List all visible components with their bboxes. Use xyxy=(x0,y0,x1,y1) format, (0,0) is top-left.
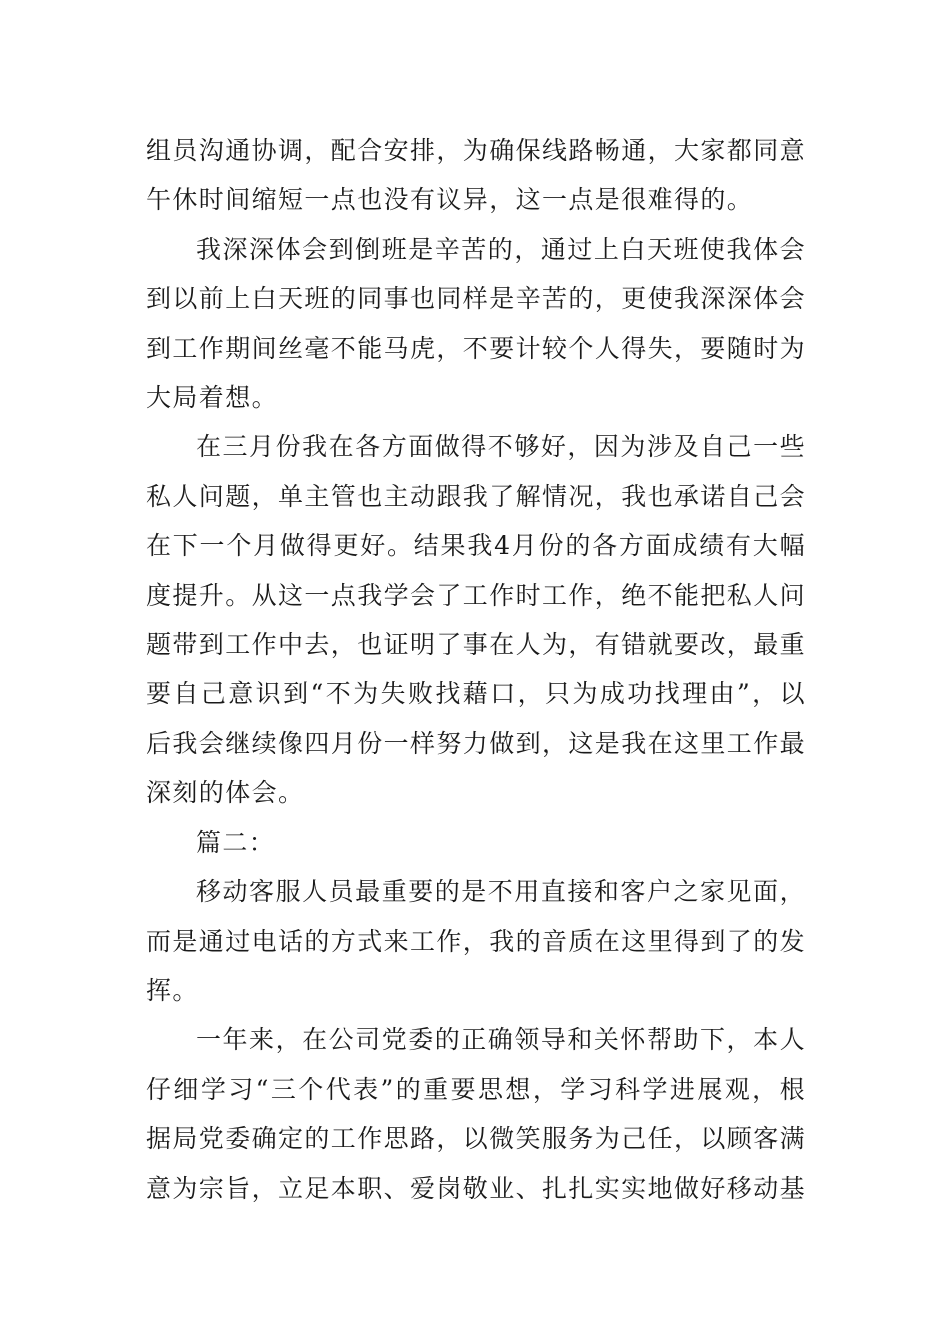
paragraph-1: 组员沟通协调，配合安排，为确保线路畅通，大家都同意午休时间缩短一点也没有议异，这一点是很难得的。 xyxy=(146,136,807,215)
paragraph-3: 在三月份我在各方面做得不够好，因为涉及自己一些私人问题，单主管也主动跟我了解情况，我也承诺自己会在下一个月做得更好。结果我4月份的各方面成绩有大幅度提升。从这一点我学会了工作时工作，绝不能把私人问题带到工作中去，也证明了事在人为，有错就要改，最重要自己意识到“不为失败找藉口，只为成功找理由”，以后我会继续像四月份一样努力做到，这是我在这里工作最深刻的体会。 xyxy=(146,432,807,808)
section-heading: 篇二： xyxy=(196,827,276,857)
paragraph-2: 我深深体会到倒班是辛苦的，通过上白天班使我体会到以前上白天班的同事也同样是辛苦的，更使我深深体会到工作期间丝毫不能马虎，不要计较个人得失，要随时为大局着想。 xyxy=(146,234,807,413)
document-body xyxy=(146,126,806,1213)
paragraph-5: 一年来，在公司党委的正确领导和关怀帮助下，本人仔细学习“三个代表”的重要思想，学习科学进展观，根据局党委确定的工作思路，以微笑服务为己任，以顾客满意为宗旨，立足本职、爱岗敬业、扎扎实实地做好移动基 xyxy=(146,1025,807,1203)
paragraph-4: 移动客服人员最重要的是不用直接和客户之家见面，而是通过电话的方式来工作，我的音质在这里得到了的发挥。 xyxy=(146,877,807,1005)
